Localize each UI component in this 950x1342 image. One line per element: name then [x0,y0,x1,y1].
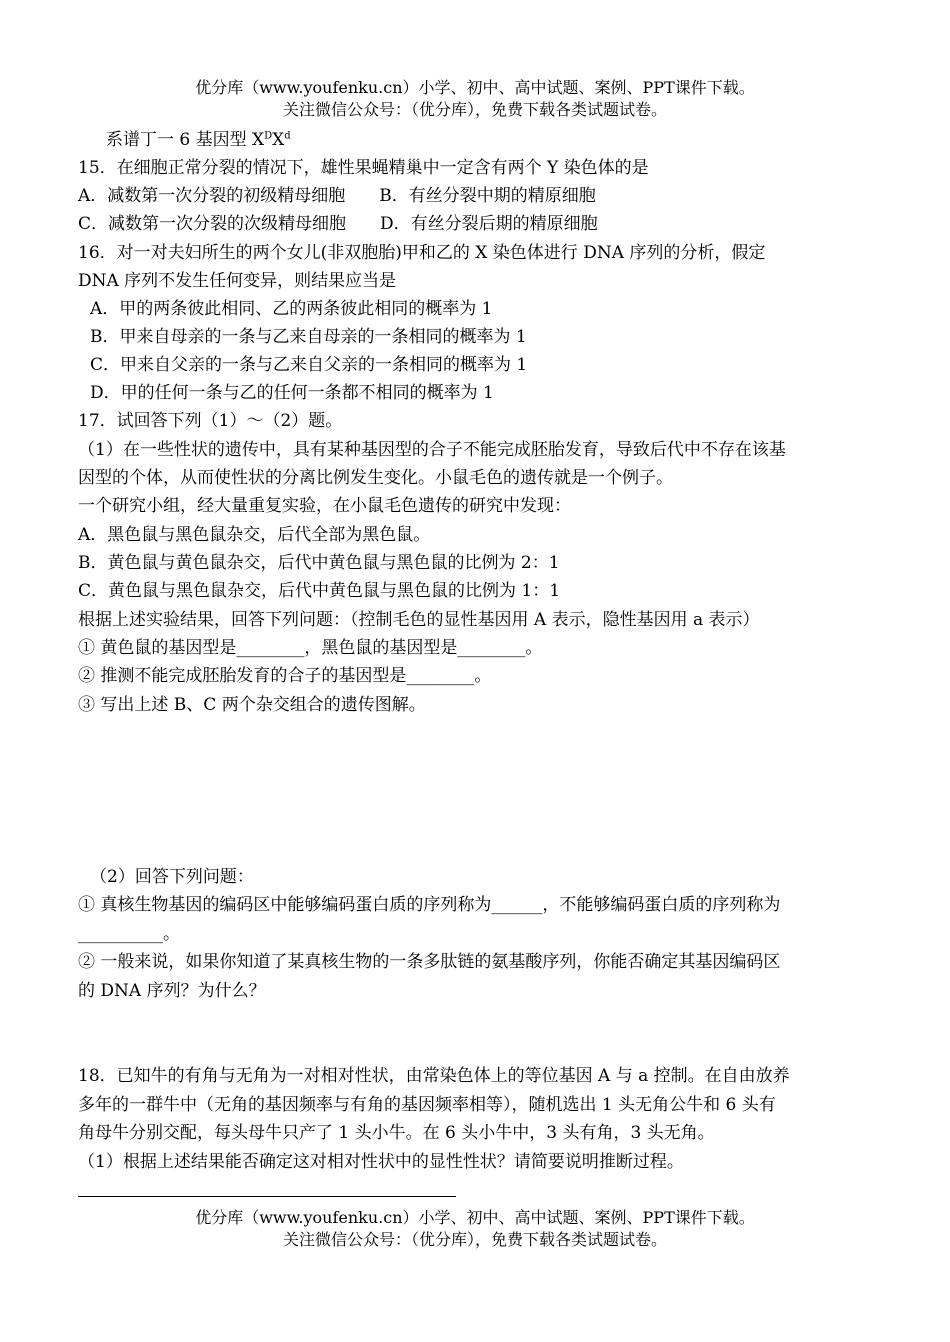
footer-line-2: 关注微信公众号：（优分库），免费下载各类试题试卷。 [282,1230,667,1249]
q17-paragraph-1b: 因型的个体，从而使性状的分离比例发生变化。小鼠毛色的遗传就是一个例子。 [78,468,673,488]
q16-option-b: B．甲来自母亲的一条与乙来自母亲的一条相同的概率为 1 [90,327,527,347]
q17-part-2-q1a: ① 真核生物基因的编码区中能够编码蛋白质的序列称为______，不能够编码蛋白质的序列称为 [78,895,781,915]
q16-option-c: C．甲来自父亲的一条与乙来自父亲的一条相同的概率为 1 [90,355,528,375]
header-line-2: 关注微信公众号：（优分库），免费下载各类试题试卷。 [282,100,667,119]
q18-stem-1: 18．已知牛的有角与无角为一对相对性状，由常染色体上的等位基因 A 与 a 控制。在自由放养 [78,1066,790,1086]
footer-line-1: 优分库（www.youfenku.cn）小学、初中、高中试题、案例、PPT课件下载。 [195,1208,755,1227]
q16-option-d: D．甲的任何一条与乙的任何一条都不相同的概率为 1 [90,383,494,403]
q17-part-2-q2b: 的 DNA 序列？为什么？ [78,981,266,1001]
carryover-genotype [106,127,291,153]
carryover-prefix: 系谱丁一 6 基因型 X [106,130,265,150]
q17-part-2-q1b: __________。 [78,924,180,944]
q17-stem: 17．试回答下列（1）～（2）题。 [78,411,343,431]
q17-experiment-a: A．黑色鼠与黑色鼠杂交，后代全部为黑色鼠。 [78,525,431,545]
q17-experiment-b: B．黄色鼠与黄色鼠杂交，后代中黄色鼠与黑色鼠的比例为 2：1 [78,553,560,573]
q17-paragraph-2: 一个研究小组，经大量重复实验，在小鼠毛色遗传的研究中发现： [78,496,571,516]
carryover-mid: X [272,130,285,150]
q16-option-a: A．甲的两条彼此相同、乙的两条彼此相同的概率为 1 [90,299,493,319]
q16-stem-2: DNA 序列不发生任何变异，则结果应当是 [78,271,397,291]
q17-paragraph-1a: （1）在一些性状的遗传中，具有某种基因型的合子不能完成胚胎发育，导致后代中不存在该基 [78,440,786,460]
carryover-sup-1: D [264,130,273,142]
carryover-sup-2: d [284,130,291,142]
footer-divider [78,1196,456,1197]
q17-sub-question-3: ③ 写出上述 B、C 两个杂交组合的遗传图解。 [78,695,426,715]
q17-paragraph-3: 根据上述实验结果，回答下列问题：（控制毛色的显性基因用 A 表示，隐性基因用 a 表示） [78,610,760,630]
q17-experiment-c: C．黄色鼠与黑色鼠杂交，后代中黄色鼠与黑色鼠的比例为 1：1 [78,581,561,601]
q15-stem: 15．在细胞正常分裂的情况下，雄性果蝇精巢中一定含有两个 Y 染色体的是 [78,158,649,178]
q15-options-row-1: A．减数第一次分裂的初级精母细胞 B．有丝分裂中期的精原细胞 [78,186,596,206]
q16-stem-1: 16．对一对夫妇所生的两个女儿(非双胞胎)甲和乙的 X 染色体进行 DNA 序列的分析，假定 [78,243,766,263]
q18-stem-2: 多年的一群牛中（无角的基因频率与有角的基因频率相等），随机选出 1 头无角公牛和 6 头有 [78,1095,776,1115]
q15-options-row-2: C．减数第一次分裂的次级精母细胞 D．有丝分裂后期的精原细胞 [78,214,598,234]
q17-sub-question-2: ② 推测不能完成胚胎发育的合子的基因型是________。 [78,666,492,686]
q18-sub-question-1: （1）根据上述结果能否确定这对相对性状中的显性性状？请简要说明推断过程。 [78,1152,684,1172]
header-line-1: 优分库（www.youfenku.cn）小学、初中、高中试题、案例、PPT课件下载。 [195,78,755,97]
q17-sub-question-1: ① 黄色鼠的基因型是________，黑色鼠的基因型是________。 [78,638,543,658]
q17-part-2-heading: （2）回答下列问题： [90,867,254,887]
q17-part-2-q2a: ② 一般来说，如果你知道了某真核生物的一条多肽链的氨基酸序列，你能否确定其基因编码区 [78,952,781,972]
q18-stem-3: 角母牛分别交配，每头母牛只产了 1 头小牛。在 6 头小牛中，3 头有角，3 头无角。 [78,1123,715,1143]
